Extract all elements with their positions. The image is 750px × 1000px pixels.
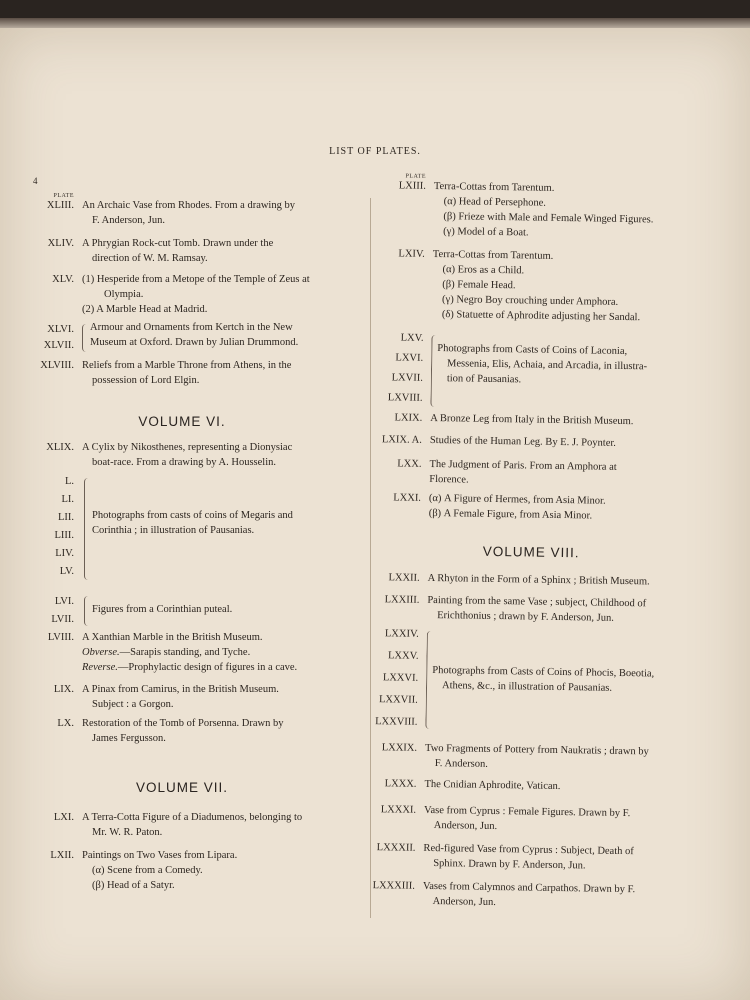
plate-number: XLVIII. xyxy=(40,360,74,371)
plate-title: Terra-Cottas from Tarentum. xyxy=(432,248,554,262)
plate-entry-lxxx xyxy=(362,776,692,796)
plate-number: LVIII. xyxy=(47,632,74,643)
plate-number: LXVI. xyxy=(395,352,424,364)
plate-title-cont: Athens, &c., in illustration of Pausanias. xyxy=(441,680,613,694)
plate-title: The Judgment of Paris. From an Amphora at xyxy=(429,458,617,473)
plate-number: XLVII. xyxy=(43,340,74,351)
plate-title: Terra-Cottas from Tarentum. xyxy=(433,180,555,194)
plate-number: LVI. xyxy=(54,596,74,607)
plate-title-cont: Mr. W. R. Paton. xyxy=(92,827,163,838)
plate-title: Reliefs from a Marble Throne from Athens, in the xyxy=(82,360,292,371)
plate-number: LXIV. xyxy=(398,248,425,260)
plate-entry-lxx xyxy=(367,456,697,491)
plate-entry-lxix xyxy=(368,410,698,430)
volume-heading-vii: VOLUME VII. xyxy=(135,780,229,795)
plate-number: LXVIII. xyxy=(387,392,423,404)
plate-group-lxxiv-numbers xyxy=(365,626,425,728)
plate-title: The Cnidian Aphrodite, Vatican. xyxy=(424,778,561,793)
group-brace xyxy=(84,596,91,626)
plate-title: A Xanthian Marble in the British Museum. xyxy=(82,632,263,643)
plate-number: LXIII. xyxy=(398,180,426,192)
plate-group-lxxiv-text xyxy=(432,663,702,697)
plate-number: LXXI. xyxy=(393,492,422,504)
volume-heading-vi: VOLUME VI. xyxy=(138,414,226,429)
plate-title: (1) Hesperide from a Metope of the Temple of Zeus at xyxy=(82,274,310,285)
plate-title-cont: Anderson, Jun. xyxy=(433,820,498,833)
plate-group-lvi-text xyxy=(92,602,352,617)
plate-group-lxv-numbers xyxy=(370,330,430,404)
plate-number: LI. xyxy=(61,494,74,505)
plate-number: LXXV. xyxy=(387,650,419,662)
plate-entry-lx xyxy=(22,716,342,746)
plate-number: LXXXI. xyxy=(380,804,417,816)
plate-title-cont: James Fergusson. xyxy=(92,733,166,744)
plate-title: A Terra-Cotta Figure of a Diadumenos, belonging to xyxy=(82,812,303,823)
plate-entry-lxiv xyxy=(370,246,701,326)
plate-title-item: (β) Female Head. xyxy=(442,279,516,292)
plate-title: Figures from a Corinthian puteal. xyxy=(92,604,233,615)
obverse-text: —Sarapis standing, and Tyche. xyxy=(119,647,251,658)
plate-number: LXXIII. xyxy=(384,594,420,606)
plate-title: Studies of the Human Leg. By E. J. Poynter. xyxy=(429,434,617,449)
plate-title: An Archaic Vase from Rhodes. From a drawing by xyxy=(82,200,295,211)
plate-title: Photographs from Casts of Coins of Phocis, Boeotia, xyxy=(432,665,655,680)
plate-number: LXV. xyxy=(400,332,424,344)
plate-heading: PLATE xyxy=(405,173,427,180)
plate-number: LV. xyxy=(59,566,74,577)
plate-entry-lxxi xyxy=(367,490,697,525)
plate-entry-xlv xyxy=(22,272,342,317)
plate-title: Photographs from Casts of Coins of Laconia, xyxy=(437,343,628,358)
plate-entry-xlviii xyxy=(22,358,342,388)
plate-entry-lxi xyxy=(22,810,342,840)
plate-title-cont: Erichthonius ; drawn by F. Anderson, Jun. xyxy=(437,610,614,624)
plate-number: L. xyxy=(64,476,74,487)
plate-number: LXXII. xyxy=(388,572,420,584)
plate-title-item: (2) A Marble Head at Madrid. xyxy=(82,304,208,315)
plate-title-item: (β) A Female Figure, from Asia Minor. xyxy=(428,507,593,522)
plate-title-cont: Subject : a Gorgon. xyxy=(92,699,174,710)
plate-title: Red-figured Vase from Cyprus : Subject, Death of xyxy=(423,842,634,858)
plate-number: LXI. xyxy=(53,812,74,823)
plate-title-item: (α) Scene from a Comedy. xyxy=(92,865,203,876)
plate-number: LXIX. A. xyxy=(381,434,422,446)
plate-number: LVII. xyxy=(51,614,74,625)
plate-number: XLIX. xyxy=(46,442,74,453)
group-brace xyxy=(84,478,91,580)
reverse-label: Reverse. xyxy=(82,662,118,673)
plate-title-cont: possession of Lord Elgin. xyxy=(92,375,200,386)
plate-title-cont: Florence. xyxy=(429,473,469,486)
plate-number: XLIII. xyxy=(46,200,74,211)
plate-entry-lxix-a xyxy=(368,432,698,452)
plate-entry-lxxix xyxy=(363,740,693,775)
group-brace xyxy=(82,324,89,352)
plate-title: A Pinax from Camirus, in the British Museum. xyxy=(82,684,279,695)
obverse-line xyxy=(82,645,342,660)
page-title: LIST OF PLATES. xyxy=(329,146,421,157)
plate-title-cont: Corinthia ; in illustration of Pausanias. xyxy=(92,525,255,536)
plate-number: LXXXII. xyxy=(376,842,416,854)
plate-entry-lxiii xyxy=(371,173,702,243)
plate-title-item: (β) Frieze with Male and Female Winged Figures. xyxy=(443,211,654,226)
plate-group-xlvi-text xyxy=(90,320,350,350)
plate-number: LXX. xyxy=(397,458,422,470)
plate-title: Two Fragments of Pottery from Naukratis ; drawn by xyxy=(424,742,649,758)
plate-title: A Cylix by Nikosthenes, representing a Dionysiac xyxy=(82,442,293,453)
plate-number: XLVI. xyxy=(47,324,74,335)
plate-entry-xlix xyxy=(22,440,342,470)
plate-number: XLV. xyxy=(52,274,74,285)
plate-title: Photographs from casts of coins of Megaris and xyxy=(92,510,293,521)
plate-entry-lix xyxy=(22,682,342,712)
right-column xyxy=(372,173,702,909)
plate-title-cont: F. Anderson, Jun. xyxy=(92,215,165,226)
plate-title-item: (α) Eros as a Child. xyxy=(442,264,525,277)
plate-number: LXXVI. xyxy=(382,672,419,684)
plate-number: LXXXIII. xyxy=(372,880,415,892)
plate-number: LXII. xyxy=(50,850,74,861)
plate-title-cont: Olympia. xyxy=(104,289,144,300)
plate-number: LII. xyxy=(57,512,74,523)
plate-title-cont: Sphinx. Drawn by F. Anderson, Jun. xyxy=(433,858,586,872)
plate-title: Vases from Calymnos and Carpathos. Drawn by F. xyxy=(422,880,636,896)
plate-entry-lxxxii xyxy=(361,840,691,875)
plate-entry-lxxii xyxy=(366,570,696,590)
plate-title-item: (β) Head of a Satyr. xyxy=(92,880,175,891)
plate-number: LIX. xyxy=(53,684,74,695)
plate-number: LXXVIII. xyxy=(375,716,418,728)
plate-number: LXIX. xyxy=(394,412,423,424)
reverse-text: —Prophylactic design of figures in a cave. xyxy=(117,662,298,673)
plate-title: Paintings on Two Vases from Lipara. xyxy=(82,850,238,861)
plate-title-cont: Messenia, Elis, Achaia, and Arcadia, in illustra- xyxy=(447,358,648,373)
plate-title-cont: boat-race. From a drawing by A. Housselin. xyxy=(92,457,277,468)
plate-number: LX. xyxy=(57,718,74,729)
plate-title: Vase from Cyprus : Female Figures. Drawn by F. xyxy=(423,804,631,820)
plate-title: A Bronze Leg from Italy in the British Museum. xyxy=(430,412,634,428)
obverse-label: Obverse. xyxy=(82,647,120,658)
plate-title: Painting from the same Vase ; subject, Childhood of xyxy=(427,594,647,610)
plate-entry-lxii xyxy=(22,848,342,893)
plate-title-cont: Anderson, Jun. xyxy=(432,896,497,909)
plate-title-cont: direction of W. M. Ramsay. xyxy=(92,253,208,264)
plate-number: LIII. xyxy=(54,530,74,541)
plate-entry-xliii xyxy=(22,193,342,228)
reverse-line xyxy=(82,660,342,675)
plate-title-cont: tion of Pausanias. xyxy=(446,373,522,386)
plate-title-item: (α) Head of Persephone. xyxy=(443,196,547,209)
plate-title-cont: Museum at Oxford. Drawn by Julian Drummond. xyxy=(90,337,299,348)
plate-number: XLIV. xyxy=(47,238,74,249)
plate-title-item: (α) A Figure of Hermes, from Asia Minor. xyxy=(428,492,606,507)
document-page xyxy=(0,28,750,1000)
plate-number: LXXIX. xyxy=(381,742,418,754)
volume-heading-viii: VOLUME VIII. xyxy=(482,543,580,561)
plate-heading: PLATE xyxy=(53,193,74,199)
plate-title: Restoration of the Tomb of Porsenna. Drawn by xyxy=(82,718,284,729)
plate-title: A Phrygian Rock-cut Tomb. Drawn under the xyxy=(82,238,274,249)
plate-group-l-text xyxy=(92,508,352,538)
plate-entry-lxxxiii xyxy=(361,878,691,913)
plate-title-item: (γ) Negro Boy crouching under Amphora. xyxy=(442,294,619,308)
plate-number: LXVII. xyxy=(391,372,423,384)
plate-entry-xliv xyxy=(22,236,342,266)
plate-number: LXXIV. xyxy=(384,628,419,640)
plate-number: LIV. xyxy=(55,548,74,559)
page-number: 4 xyxy=(33,176,38,186)
plate-entry-lxxxi xyxy=(362,802,692,837)
plate-number: LXXVII. xyxy=(378,694,418,706)
plate-title: Armour and Ornaments from Kertch in the New xyxy=(90,322,293,333)
plate-number: LXXX. xyxy=(384,778,417,790)
plate-group-lxv-text xyxy=(437,341,708,390)
plate-title-cont: F. Anderson. xyxy=(434,758,489,770)
plate-title: A Rhyton in the Form of a Sphinx ; British Museum. xyxy=(427,572,650,588)
plate-title-item: (δ) Statuette of Aphrodite adjusting her Sandal. xyxy=(441,309,641,324)
plate-title-item: (γ) Model of a Boat. xyxy=(443,226,529,239)
plate-entry-lviii xyxy=(22,630,342,675)
plate-entry-lxxiii xyxy=(365,592,695,627)
